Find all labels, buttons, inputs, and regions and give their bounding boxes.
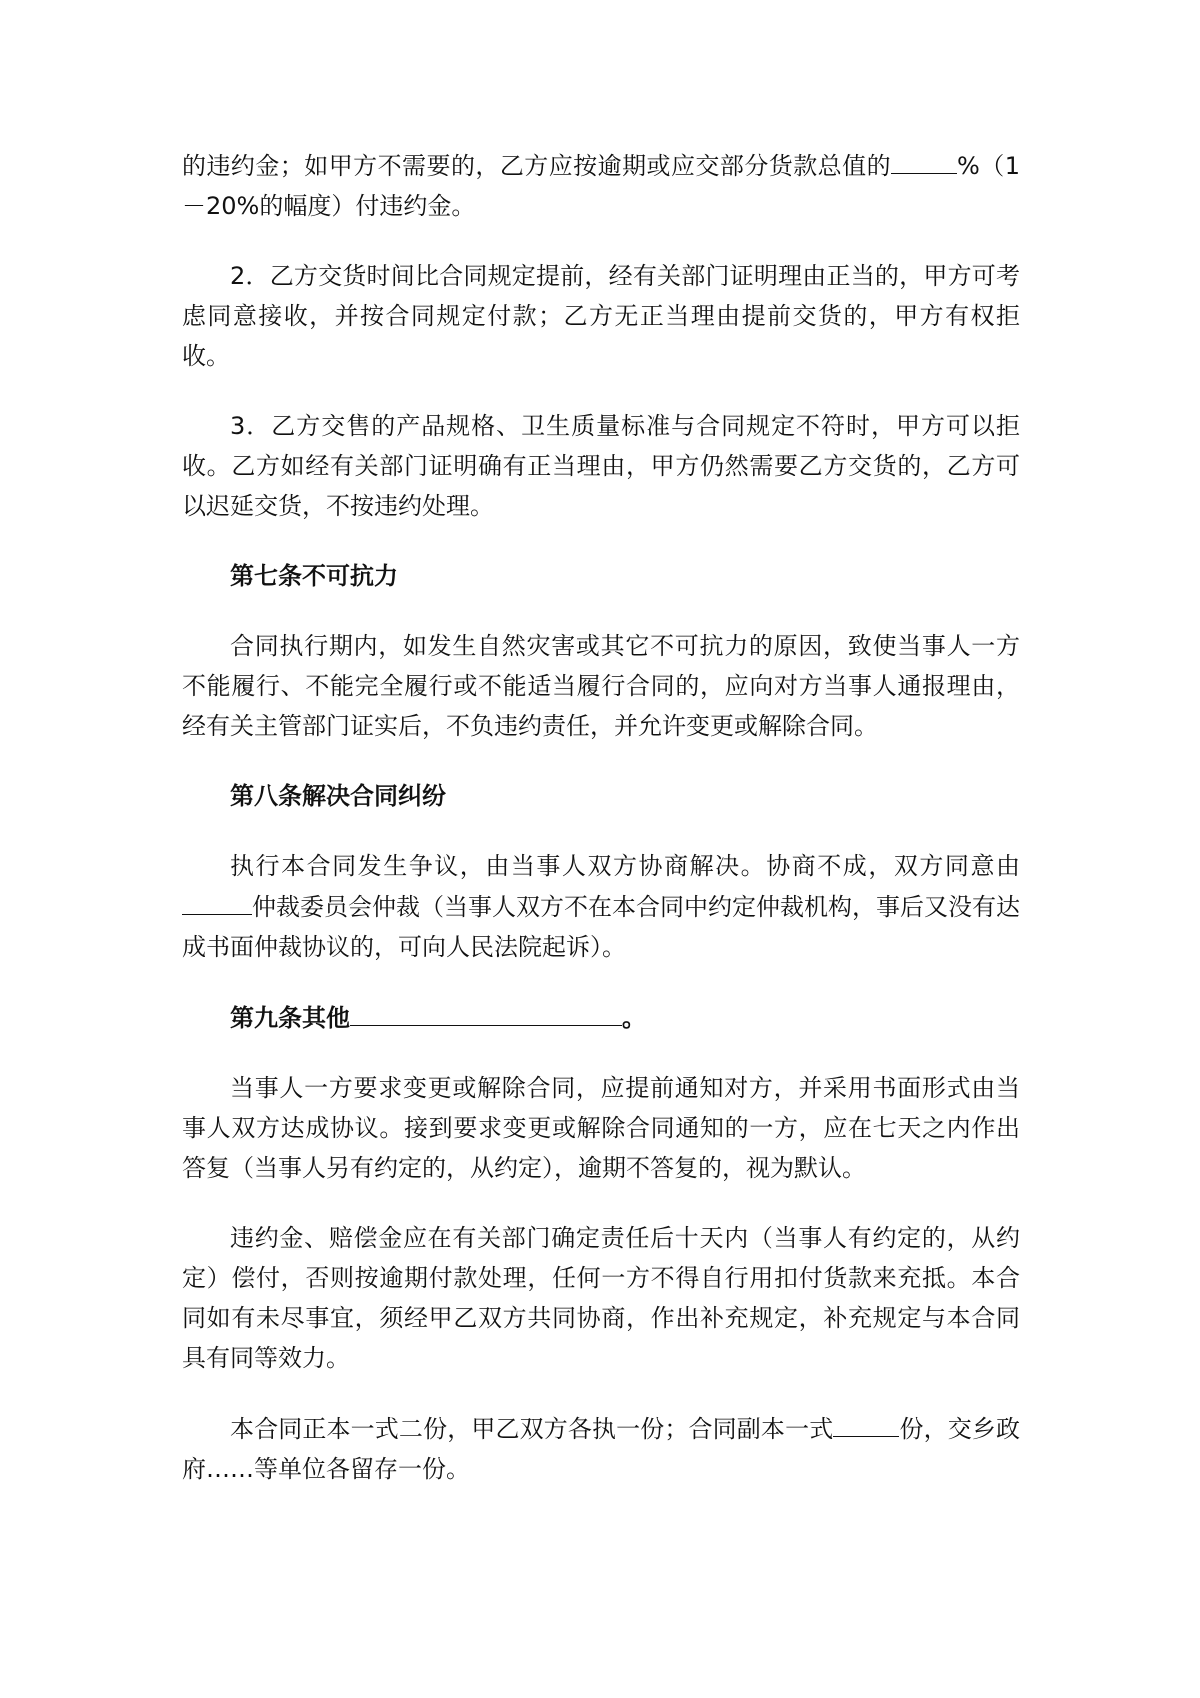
arbitration-committee-blank: [182, 886, 252, 915]
article-9-title: 第九条其他: [230, 1004, 350, 1032]
article-7-heading: 第七条不可抗力: [230, 562, 398, 590]
article-9-period: 。: [622, 1004, 646, 1032]
article-9-heading: [182, 997, 1020, 1038]
dispute-resolution-paragraph: [182, 846, 1020, 967]
contract-copies-paragraph: [182, 1408, 1020, 1489]
copies-text-end: 份，交乡政府……等单位各留存一份。: [182, 1415, 1021, 1483]
article-9-blank: [350, 997, 622, 1026]
early-delivery-paragraph: 2．乙方交货时间比合同规定提前，经有关部门证明理由正当的，甲方可考虑同意接收，并按合同规定付款；乙方无正当理由提前交货的，甲方有权拒收。: [182, 262, 1020, 370]
quality-mismatch-paragraph: 3．乙方交售的产品规格、卫生质量标准与合同规定不符时，甲方可以拒收。乙方如经有关部门证明确有正当理由，甲方仍然需要乙方交货的，乙方可以迟延交货，不按违约处理。: [182, 412, 1020, 520]
penalty-percent-blank: [891, 145, 957, 174]
compensation-paragraph: 违约金、赔偿金应在有关部门确定责任后十天内（当事人有约定的，从约定）偿付，否则按逾期付款处理，任何一方不得自行用扣付货款来充抵。本合同如有未尽事宜，须经甲乙双方共同协商，作出补充规定，补充规定与本合同具有同等效力。: [182, 1224, 1020, 1372]
copies-text-start: 本合同正本一式二份，甲乙双方各执一份；合同副本一式: [230, 1415, 834, 1443]
force-majeure-paragraph: 合同执行期内，如发生自然灾害或其它不可抗力的原因，致使当事人一方不能履行、不能完全履行或不能适当履行合同的，应向对方当事人通报理由，经有关主管部门证实后，不负违约责任，并允许变更或解除合同。: [182, 632, 1020, 740]
penalty-clause-text-end: %（1－20%的幅度）付违约金。: [182, 152, 1021, 220]
copies-count-blank: [833, 1408, 899, 1437]
dispute-text-end: 仲裁委员会仲裁（当事人双方不在本合同中约定仲裁机构，事后又没有达成书面仲裁协议的，可向人民法院起诉）。: [182, 893, 1020, 961]
penalty-clause-text-start: 的违约金；如甲方不需要的，乙方应按逾期或应交部分货款总值的: [182, 152, 892, 180]
article-8-heading: 第八条解决合同纠纷: [230, 782, 446, 810]
contract-change-paragraph: 当事人一方要求变更或解除合同，应提前通知对方，并采用书面形式由当事人双方达成协议。接到要求变更或解除合同通知的一方，应在七天之内作出答复（当事人另有约定的，从约定），逾期不答复的，视为默认。: [182, 1074, 1020, 1182]
contract-page: [182, 145, 1020, 1519]
penalty-clause-paragraph: [182, 145, 1020, 226]
dispute-text-start: 执行本合同发生争议，由当事人双方协商解决。协商不成，双方同意由: [230, 852, 1020, 880]
